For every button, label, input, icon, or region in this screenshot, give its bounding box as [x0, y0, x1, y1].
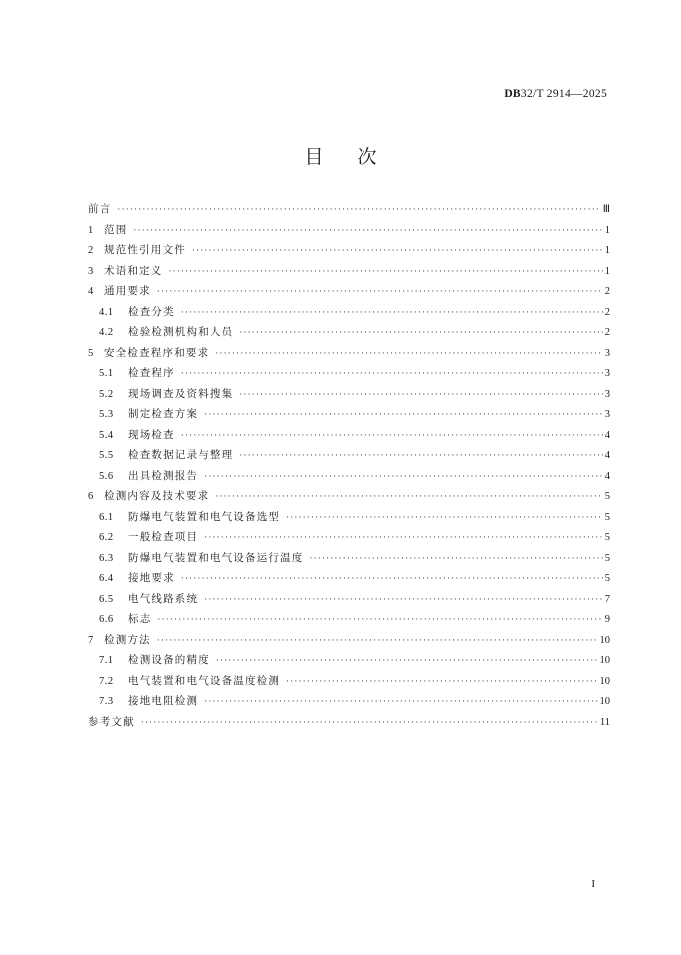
toc-entry-page: 10 — [599, 655, 610, 666]
toc-entry-label: 通用要求 — [104, 285, 151, 297]
standard-code — [504, 88, 607, 100]
toc-entry-page: 5 — [604, 491, 610, 502]
toc-leader-dots — [204, 590, 603, 611]
toc-leader-dots — [215, 487, 602, 508]
toc-entry[interactable] — [88, 548, 610, 569]
toc-leader-dots — [133, 221, 602, 242]
toc-entry-page: 2 — [604, 306, 610, 318]
toc-entry-label: 一般检查项目 — [128, 531, 199, 543]
toc-entry-page: 4 — [604, 470, 610, 482]
toc-entry-number: 4.2 — [99, 327, 114, 338]
toc-leader-dots — [204, 467, 603, 488]
standard-code-prefix: DB — [504, 88, 521, 100]
toc-entry-label: 现场检查 — [128, 428, 175, 441]
toc-leader-dots — [204, 405, 603, 426]
toc-entry[interactable] — [88, 527, 610, 548]
toc-entry-page: 10 — [599, 696, 610, 707]
toc-entry-page: Ⅲ — [602, 204, 610, 215]
toc-entry-number: 6.5 — [99, 593, 114, 605]
toc-entry-number: 4 — [88, 286, 94, 297]
toc-entry[interactable] — [88, 322, 610, 343]
toc-entry[interactable] — [88, 445, 610, 466]
toc-entry-number: 5 — [88, 347, 94, 359]
toc-leader-dots — [239, 446, 602, 467]
toc-leader-dots — [157, 282, 603, 303]
toc-entry-label: 制定检查方案 — [128, 408, 199, 420]
toc-entry[interactable] — [88, 609, 610, 630]
toc-entry[interactable] — [88, 281, 610, 302]
toc-leader-dots — [286, 672, 597, 693]
toc-entry-number: 1 — [88, 224, 94, 236]
toc-entry[interactable] — [88, 486, 610, 507]
page-number: I — [591, 878, 595, 890]
toc-leader-dots — [192, 241, 603, 262]
toc-entry-label: 检查程序 — [128, 367, 175, 379]
toc-entry[interactable] — [88, 568, 610, 589]
toc-leader-dots — [169, 262, 603, 283]
toc-entry-label: 接地要求 — [128, 572, 175, 584]
toc-entry-label: 防爆电气装置和电气设备运行温度 — [128, 551, 304, 564]
toc-leader-dots — [181, 364, 603, 385]
toc-entry[interactable] — [88, 650, 610, 671]
toc-entry-page: 1 — [604, 245, 610, 256]
toc-entry-label: 电气装置和电气设备温度检测 — [128, 674, 281, 687]
toc-entry[interactable] — [88, 261, 610, 282]
toc-entry-page: 3 — [604, 368, 610, 379]
toc-entry[interactable] — [88, 466, 610, 487]
toc-entry-number: 5.2 — [99, 388, 114, 400]
toc-entry[interactable] — [88, 302, 610, 323]
toc-entry-number: 6.4 — [99, 573, 114, 584]
toc-entry-number: 6.2 — [99, 532, 114, 543]
toc-entry-number: 3 — [88, 265, 94, 277]
toc-entry-page: 2 — [604, 286, 610, 297]
toc-entry[interactable] — [88, 199, 610, 220]
toc-leader-dots — [239, 323, 602, 344]
toc-entry[interactable] — [88, 363, 610, 384]
toc-entry-page: 1 — [604, 224, 610, 236]
toc-entry-page: 5 — [604, 532, 610, 543]
toc-entry-label: 接地电阻检测 — [128, 695, 199, 707]
toc-entry[interactable] — [88, 220, 610, 241]
toc-entry-page: 5 — [604, 552, 610, 564]
toc-entry[interactable] — [88, 404, 610, 425]
table-of-contents — [88, 199, 610, 732]
toc-entry-label: 检查分类 — [128, 305, 175, 318]
toc-entry-number: 6.1 — [99, 511, 114, 523]
toc-leader-dots — [141, 713, 598, 734]
toc-entry-number: 7 — [88, 634, 94, 646]
toc-entry-label: 防爆电气装置和电气设备选型 — [128, 510, 281, 523]
toc-entry-number: 5.5 — [99, 450, 114, 461]
toc-entry-page: 9 — [604, 614, 610, 625]
toc-entry-label: 检验检测机构和人员 — [128, 326, 234, 338]
toc-leader-dots — [204, 528, 603, 549]
toc-leader-dots — [181, 426, 603, 447]
toc-leader-dots — [215, 344, 602, 365]
toc-entry-page: 11 — [599, 716, 610, 728]
toc-entry-label: 前言 — [88, 203, 112, 215]
toc-entry-number: 7.1 — [99, 655, 114, 666]
toc-entry-label: 检查数据记录与整理 — [128, 449, 234, 461]
toc-entry-number: 7.3 — [99, 696, 114, 707]
toc-entry[interactable] — [88, 589, 610, 610]
toc-entry-number: 4.1 — [99, 306, 114, 318]
toc-entry[interactable] — [88, 507, 610, 528]
toc-entry-number: 6 — [88, 491, 94, 502]
toc-entry-number: 2 — [88, 245, 94, 256]
toc-entry-page: 1 — [604, 265, 610, 277]
toc-entry-page: 5 — [604, 511, 610, 523]
toc-entry-label: 安全检查程序和要求 — [104, 346, 210, 359]
toc-entry-page: 2 — [604, 327, 610, 338]
toc-entry-page: 10 — [599, 634, 610, 646]
standard-code-number: 32/T 2914—2025 — [520, 88, 607, 100]
toc-entry-page: 7 — [604, 593, 610, 605]
toc-entry-label: 标志 — [128, 613, 152, 625]
toc-entry-page: 3 — [604, 409, 610, 420]
toc-entry-label: 现场调查及资料搜集 — [128, 387, 234, 400]
toc-entry-label: 检测设备的精度 — [128, 654, 210, 666]
toc-entry-number: 6.6 — [99, 614, 114, 625]
toc-entry-page: 3 — [604, 388, 610, 400]
toc-leader-dots — [117, 200, 600, 221]
toc-leader-dots — [239, 385, 602, 406]
toc-entry-label: 术语和定义 — [104, 264, 163, 277]
toc-entry-number: 5.1 — [99, 368, 114, 379]
toc-entry-page: 3 — [604, 347, 610, 359]
toc-entry[interactable] — [88, 712, 610, 733]
toc-leader-dots — [157, 631, 598, 652]
toc-leader-dots — [181, 569, 603, 590]
toc-entry-label: 范围 — [104, 223, 128, 236]
toc-leader-dots — [157, 610, 602, 631]
toc-entry[interactable] — [88, 630, 610, 651]
toc-entry-label: 规范性引用文件 — [104, 244, 186, 256]
toc-entry-page: 4 — [604, 429, 610, 441]
toc-entry-number: 6.3 — [99, 552, 114, 564]
toc-leader-dots — [310, 549, 603, 570]
toc-entry-label: 检测内容及技术要求 — [104, 490, 210, 502]
page-title: 目次 — [304, 146, 411, 168]
toc-entry-number: 5.6 — [99, 470, 114, 482]
toc-leader-dots — [181, 303, 603, 324]
toc-entry-label: 检测方法 — [104, 633, 151, 646]
toc-leader-dots — [286, 508, 603, 529]
toc-entry-page: 4 — [604, 450, 610, 461]
toc-entry[interactable] — [88, 384, 610, 405]
toc-entry-label: 电气线路系统 — [128, 592, 199, 605]
toc-entry-page: 5 — [604, 573, 610, 584]
toc-entry[interactable] — [88, 691, 610, 712]
toc-entry-number: 5.3 — [99, 409, 114, 420]
toc-leader-dots — [204, 692, 597, 713]
toc-entry[interactable] — [88, 671, 610, 692]
toc-entry-label: 参考文献 — [88, 715, 135, 728]
toc-leader-dots — [216, 651, 598, 672]
toc-entry-page: 10 — [599, 675, 610, 687]
toc-entry[interactable] — [88, 240, 610, 261]
toc-entry[interactable] — [88, 343, 610, 364]
toc-entry[interactable] — [88, 425, 610, 446]
toc-entry-number: 7.2 — [99, 675, 114, 687]
toc-entry-number: 5.4 — [99, 429, 114, 441]
toc-entry-label: 出具检测报告 — [128, 469, 199, 482]
